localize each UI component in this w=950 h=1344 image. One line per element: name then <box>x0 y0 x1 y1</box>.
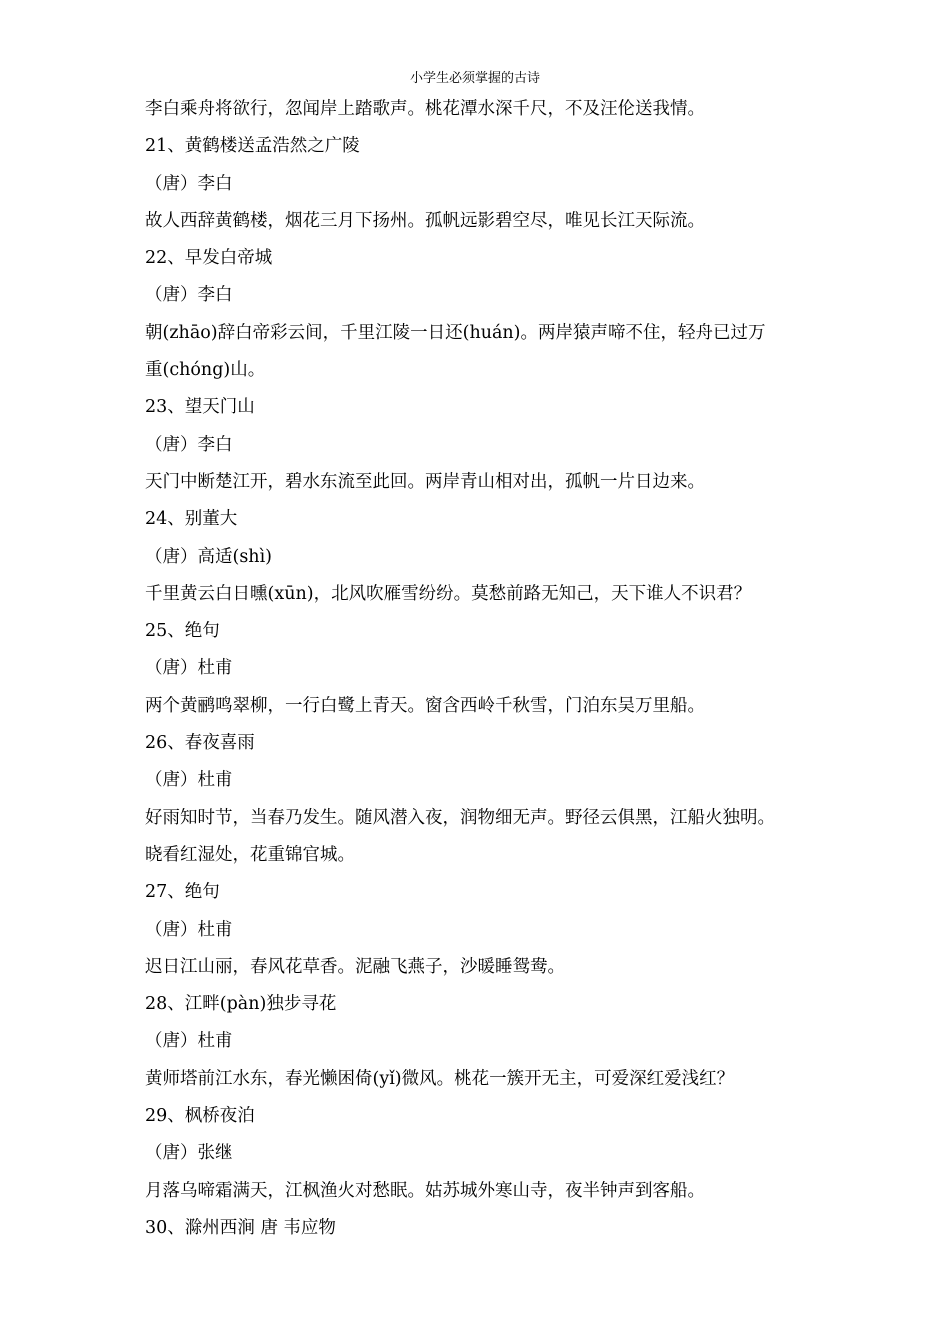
poem-author: （唐）杜甫 <box>145 658 233 679</box>
poem-title: 23、望天门山 <box>145 397 255 418</box>
poem-text-line: 迟日江山丽，春风花草香。泥融飞燕子，沙暖睡鸳鸯。 <box>145 956 565 977</box>
poem-author: （唐）李白 <box>145 173 233 194</box>
poem-list <box>145 91 845 1247</box>
poem-author: （唐）高适(shì) <box>145 546 273 567</box>
poem-title: 24、别董大 <box>145 509 238 530</box>
poem-author: （唐）杜甫 <box>145 919 233 940</box>
poem-title: 25、绝句 <box>145 621 220 642</box>
poem-title: 30、滁州西涧 唐 韦应物 <box>145 1217 336 1238</box>
poem-text-line: 黄师塔前江水东，春光懒困倚(yǐ)微风。桃花一簇开无主，可爱深红爱浅红？ <box>145 1068 735 1089</box>
poem-title: 26、春夜喜雨 <box>145 733 255 754</box>
poem-title: 21、黄鹤楼送孟浩然之广陵 <box>145 136 360 157</box>
poem-text-line: 月落乌啼霜满天，江枫渔火对愁眠。姑苏城外寒山寺，夜半钟声到客船。 <box>145 1180 705 1201</box>
poem-text-line: 李白乘舟将欲行，忽闻岸上踏歌声。桃花潭水深千尺，不及汪伦送我情。 <box>145 99 705 119</box>
poem-author: （唐）杜甫 <box>145 1031 233 1052</box>
poem-author: （唐）张继 <box>145 1143 233 1164</box>
poem-author: （唐）李白 <box>145 434 233 455</box>
page-header: 小学生必须掌握的古诗 <box>409 71 540 86</box>
poem-author: （唐）李白 <box>145 285 233 306</box>
poem-title: 27、绝句 <box>145 882 220 903</box>
poem-title: 28、江畔(pàn)独步寻花 <box>145 994 337 1015</box>
poem-title: 29、枫桥夜泊 <box>145 1106 255 1127</box>
poem-author: （唐）杜甫 <box>145 770 233 791</box>
poem-text-line: 千里黄云白日曛(xūn)，北风吹雁雪纷纷。莫愁前路无知己，天下谁人不识君？ <box>145 583 752 604</box>
poem-text-line: 天门中断楚江开，碧水东流至此回。两岸青山相对出，孤帆一片日边来。 <box>145 471 705 492</box>
poem-text-line: 好雨知时节，当春乃发生。随风潜入夜，润物细无声。野径云俱黑，江船火独明。 <box>145 807 775 828</box>
poem-text-line: 两个黄鹂鸣翠柳，一行白鹭上青天。窗含西岭千秋雪，门泊东吴万里船。 <box>145 695 705 716</box>
poem-title: 22、早发白帝城 <box>145 248 273 269</box>
poem-text-line: 重(chóng)山。 <box>145 360 266 381</box>
poem-text-line: 故人西辞黄鹤楼，烟花三月下扬州。孤帆远影碧空尽，唯见长江天际流。 <box>145 210 705 231</box>
poem-text-line: 朝(zhāo)辞白帝彩云间，千里江陵一日还(huán)。两岸猿声啼不住，轻舟已过万 <box>145 322 766 343</box>
poem-text-line: 晓看红湿处，花重锦官城。 <box>145 844 355 865</box>
